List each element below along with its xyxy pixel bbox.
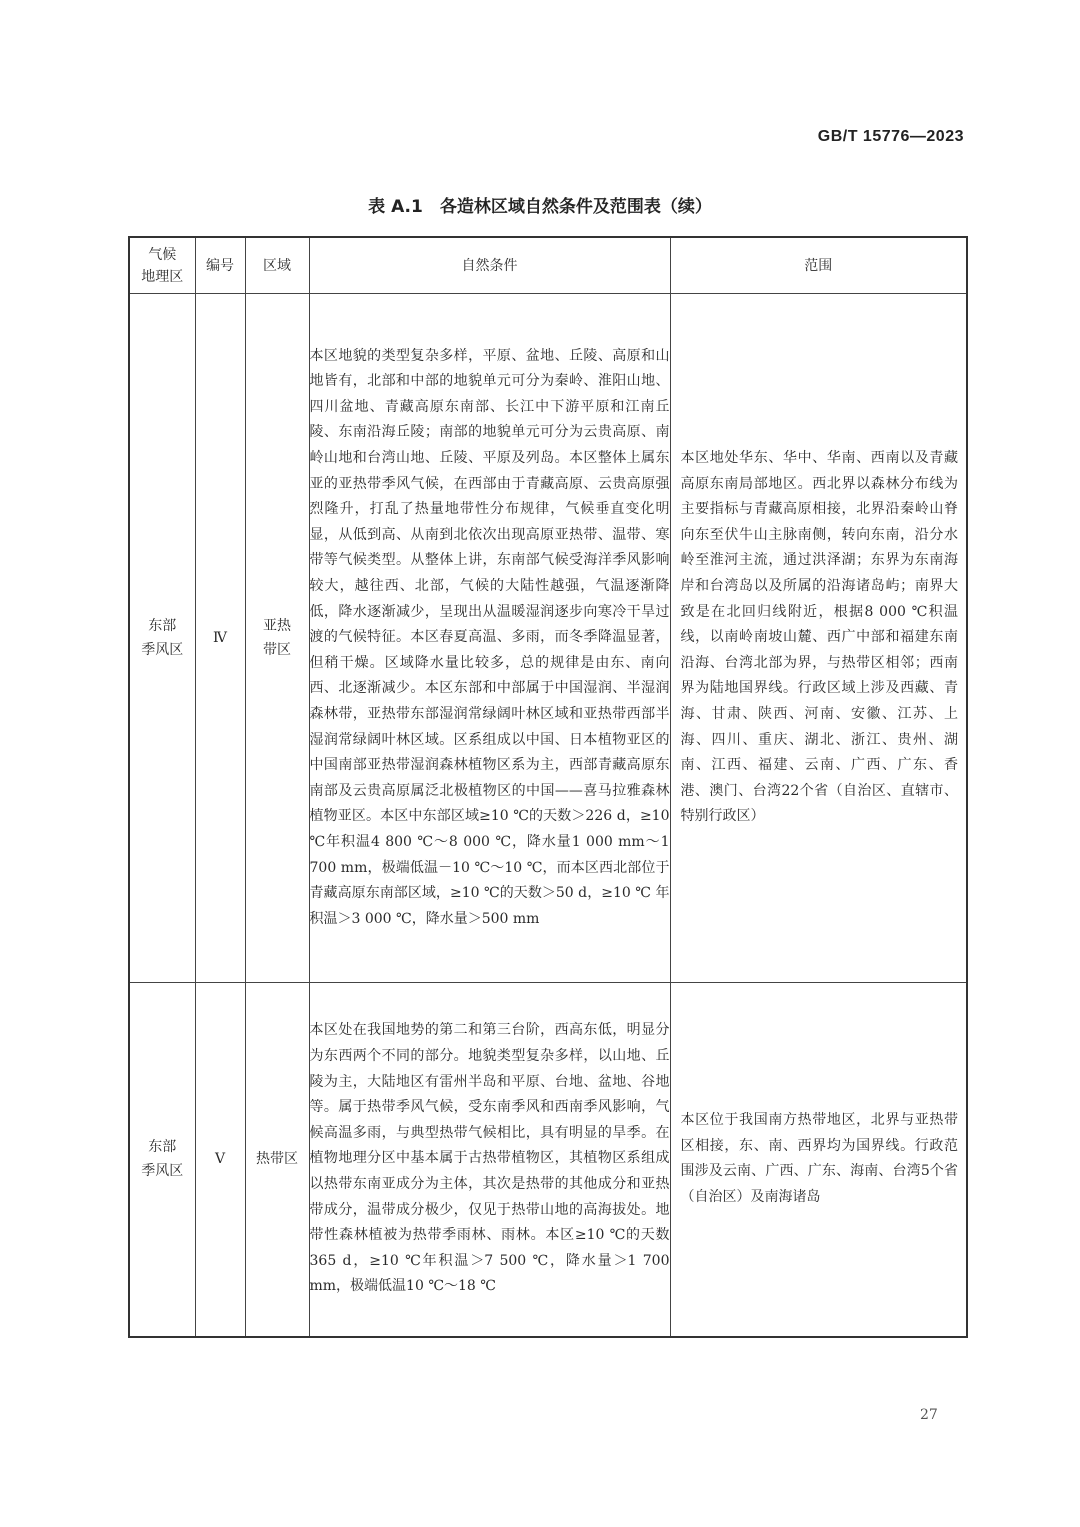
table-row bbox=[129, 983, 967, 1337]
column-header-region: 区域 bbox=[245, 237, 309, 294]
column-header-conditions: 自然条件 bbox=[309, 237, 670, 294]
number-cell: Ⅳ bbox=[195, 294, 245, 983]
conditions-cell: 本区地貌的类型复杂多样，平原、盆地、丘陵、高原和山地皆有，北部和中部的地貌单元可分为秦岭、淮阳山地、四川盆地、青藏高原东南部、长江中下游平原和江南丘陵、东南沿海丘陵；南部的地貌单元可分为云贵高原、南岭山地和台湾山地、丘陵、平原及列岛。本区整体上属东亚的亚热带季风气候，在西部由于青藏高原、云贵高原强烈隆升，打乱了热量地带性分布规律，气候垂直变化明显，从低到高、从南到北依次出现高原亚热带、温带、寒带等气候类型。从整体上讲，东南部气候受海洋季风影响较大，越往西、北部，气候的大陆性越强，气温逐渐降低，降水逐渐减少，呈现出从温暖湿润逐步向寒冷干旱过渡的气候特征。本区春夏高温、多雨，而冬季降温显著，但稍干燥。区域降水量比较多，总的规律是由东、南向西、北逐渐减少。本区东部和中部属于中国湿润、半湿润森林带，亚热带东部湿润常绿阔叶林区域和亚热带西部半湿润常绿阔叶林区域。区系组成以中国、日本植物亚区的中国南部亚热带湿润森林植物区系为主，西部青藏高原东南部及云贵高原属泛北极植物区的中国——喜马拉雅森林植物亚区。本区中东部区域≥10 ℃的天数＞226 d，≥10 ℃年积温4 800 ℃～8 000 ℃，降水量1 000 mm～1 700 mm，极端低温－10 ℃～10 ℃，而本区西北部位于青藏高原东南部区域，≥10 ℃的天数＞50 d，≥10 ℃ 年积温＞3 000 ℃，降水量＞500 mm bbox=[309, 294, 670, 983]
page-number: 27 bbox=[920, 1407, 938, 1423]
column-header-scope: 范围 bbox=[670, 237, 967, 294]
natural-conditions-table bbox=[128, 236, 968, 1338]
conditions-cell: 本区处在我国地势的第二和第三台阶，西高东低，明显分为东西两个不同的部分。地貌类型复杂多样，以山地、丘陵为主，大陆地区有雷州半岛和平原、台地、盆地、谷地等。属于热带季风气候，受东南季风和西南季风影响，气候高温多雨，与典型热带气候相比，具有明显的旱季。在植物地理分区中基本属于古热带植物区，其植物区系组成以热带东南亚成分为主体，其次是热带的其他成分和亚热带成分，温带成分极少，仅见于热带山地的高海拔处。地带性森林植被为热带季雨林、雨林。本区≥10 ℃的天数365 d，≥10 ℃年积温＞7 500 ℃，降水量＞1 700 mm，极端低温10 ℃～18 ℃ bbox=[309, 983, 670, 1337]
table-title: 表 A.1 各造林区域自然条件及范围表（续） bbox=[368, 197, 712, 217]
scope-cell: 本区位于我国南方热带地区，北界与亚热带区相接，东、南、西界均为国界线。行政范围涉及云南、广西、广东、海南、台湾5个省（自治区）及南海诸岛 bbox=[670, 983, 967, 1337]
number-cell: Ⅴ bbox=[195, 983, 245, 1337]
scope-cell: 本区地处华东、华中、华南、西南以及青藏高原东南局部地区。西北界以森林分布线为主要指标与青藏高原相接，北界沿秦岭山脊向东至伏牛山主脉南侧，转向东南，沿分水岭至淮河主流，通过洪泽湖；东界为东南海岸和台湾岛以及所属的沿海诸岛屿；南界大致是在北回归线附近，根据8 000 ℃积温线，以南岭南坡山麓、西广中部和福建东南沿海、台湾北部为界，与热带区相邻；西南界为陆地国界线。行政区域上涉及西藏、青海、甘肃、陕西、河南、安徽、江苏、上海、四川、重庆、湖北、浙江、贵州、湖南、江西、福建、云南、广西、广东、香港、澳门、台湾22个省（自治区、直辖市、特别行政区） bbox=[670, 294, 967, 983]
table-header-row bbox=[129, 237, 967, 294]
column-header-number: 编号 bbox=[195, 237, 245, 294]
standard-number: GB/T 15776—2023 bbox=[817, 128, 964, 145]
region-cell: 热带区 bbox=[245, 983, 309, 1337]
column-header-climate-zone: 气候 地理区 bbox=[129, 237, 195, 294]
table-row bbox=[129, 294, 967, 983]
region-cell: 亚热 带区 bbox=[245, 294, 309, 983]
climate-zone-cell: 东部 季风区 bbox=[129, 294, 195, 983]
climate-zone-cell: 东部 季风区 bbox=[129, 983, 195, 1337]
